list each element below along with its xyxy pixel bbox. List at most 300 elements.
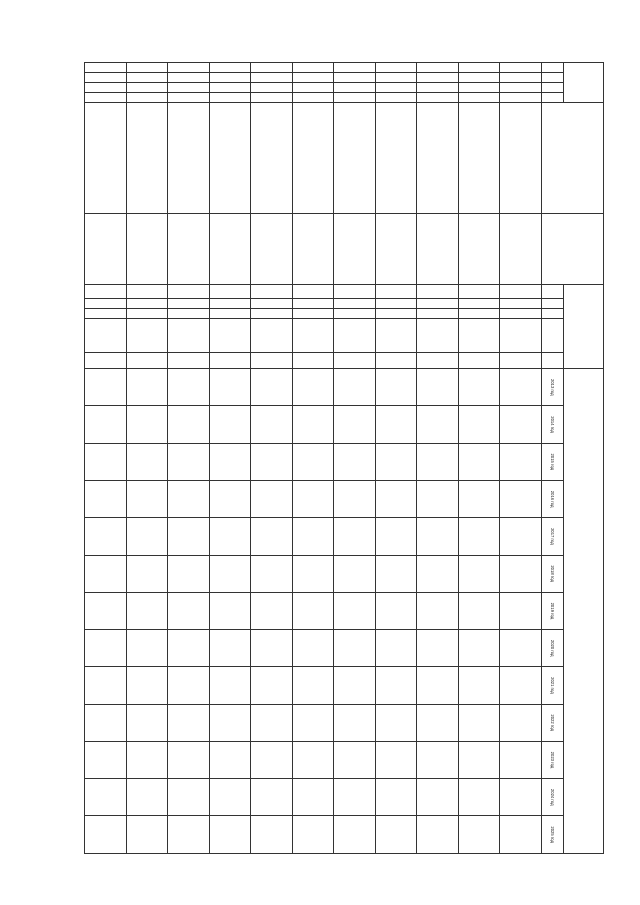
expense-value-cell (334, 406, 376, 443)
expense-value-cell (458, 555, 500, 592)
year-header: 2015 год (542, 443, 564, 480)
budget-code-cell (126, 298, 168, 308)
expense-value-cell (85, 406, 127, 443)
year-header: 2016 год (542, 480, 564, 517)
expense-value-cell (209, 369, 251, 406)
table-row (85, 63, 127, 854)
budget-code-cell (500, 353, 542, 369)
expense-value-cell (375, 480, 417, 517)
expense-value-cell (417, 592, 459, 629)
row-responsible-cell (251, 214, 293, 285)
expense-value-cell (375, 704, 417, 741)
expense-value-cell (500, 406, 542, 443)
expense-value-cell (251, 443, 293, 480)
expense-value-cell (126, 592, 168, 629)
expense-value-cell (375, 667, 417, 704)
expense-value-cell (251, 369, 293, 406)
program-code-cell (126, 83, 168, 93)
expense-value-cell (209, 443, 251, 480)
budget-code-cell (292, 298, 334, 308)
table-row (417, 63, 459, 854)
budget-code-cell (251, 353, 293, 369)
program-code-cell (417, 73, 459, 83)
row-name-cell (417, 103, 459, 214)
program-code-cell (126, 93, 168, 103)
expense-value-cell (251, 816, 293, 854)
program-code-cell (375, 83, 417, 93)
expense-value-cell (85, 518, 127, 555)
budget-code-cell (168, 284, 210, 298)
row-name-cell (334, 103, 376, 214)
expense-value-cell (417, 518, 459, 555)
expense-value-cell (209, 779, 251, 816)
expense-value-cell (417, 406, 459, 443)
budget-code-cell (251, 318, 293, 352)
expense-value-cell (209, 480, 251, 517)
program-code-cell (500, 73, 542, 83)
table-row (126, 63, 168, 854)
expense-value-cell (458, 480, 500, 517)
row-name-cell (458, 103, 500, 214)
budget-code-cell (334, 318, 376, 352)
expense-value-cell (251, 630, 293, 667)
expense-value-cell (292, 480, 334, 517)
expense-value-cell (375, 816, 417, 854)
expense-value-cell (458, 518, 500, 555)
budget-code-cell (334, 284, 376, 298)
row-responsible-cell (500, 214, 542, 285)
program-code-cell (458, 63, 500, 73)
expense-value-cell (458, 369, 500, 406)
program-code-cell (292, 73, 334, 83)
expense-value-cell (126, 630, 168, 667)
expense-value-cell (500, 630, 542, 667)
expense-value-cell (126, 369, 168, 406)
table-row (375, 63, 417, 854)
row-responsible-cell (168, 214, 210, 285)
budget-code-cell (126, 353, 168, 369)
expense-value-cell (168, 667, 210, 704)
program-code-cell (417, 93, 459, 103)
expense-value-cell (458, 630, 500, 667)
expense-value-cell (168, 518, 210, 555)
expense-value-cell (417, 630, 459, 667)
header-responsible (542, 214, 604, 285)
table-row (458, 63, 500, 854)
program-code-cell (85, 93, 127, 103)
expense-value-cell (168, 704, 210, 741)
program-code-cell (458, 83, 500, 93)
budget-code-cell (251, 298, 293, 308)
program-code-cell (417, 83, 459, 93)
program-code-cell (500, 93, 542, 103)
expense-value-cell (85, 816, 127, 854)
expense-value-cell (500, 555, 542, 592)
expense-value-cell (500, 741, 542, 778)
budget-code-cell (209, 308, 251, 318)
program-code-cell (500, 63, 542, 73)
program-code-cell (168, 83, 210, 93)
expense-value-cell (85, 630, 127, 667)
row-name-cell (500, 103, 542, 214)
row-name-cell (292, 103, 334, 214)
expense-value-cell (292, 555, 334, 592)
row-name-cell (168, 103, 210, 214)
budget-code-cell (126, 284, 168, 298)
expense-value-cell (168, 592, 210, 629)
table-row (334, 63, 376, 854)
budget-code-cell (458, 318, 500, 352)
budget-col-header (542, 298, 564, 308)
budget-code-cell (209, 318, 251, 352)
expense-value-cell (251, 704, 293, 741)
header-program-code (564, 63, 604, 103)
expense-value-cell (375, 741, 417, 778)
budget-code-cell (458, 284, 500, 298)
expense-value-cell (168, 406, 210, 443)
expense-value-cell (417, 779, 459, 816)
expense-value-cell (417, 443, 459, 480)
program-code-cell (375, 93, 417, 103)
budget-code-cell (292, 353, 334, 369)
expense-value-cell (292, 704, 334, 741)
expense-value-cell (417, 816, 459, 854)
row-responsible-cell (292, 214, 334, 285)
row-name-cell (251, 103, 293, 214)
budget-code-cell (209, 353, 251, 369)
expense-value-cell (126, 443, 168, 480)
expense-value-cell (500, 779, 542, 816)
expense-value-cell (209, 667, 251, 704)
expense-value-cell (209, 630, 251, 667)
row-responsible-cell (126, 214, 168, 285)
row-responsible-cell (458, 214, 500, 285)
program-code-cell (334, 73, 376, 83)
expense-value-cell (126, 480, 168, 517)
table-row (168, 63, 210, 854)
expense-value-cell (209, 555, 251, 592)
budget-code-cell (417, 318, 459, 352)
expense-value-cell (126, 704, 168, 741)
expense-value-cell (85, 667, 127, 704)
budget-code-cell (168, 308, 210, 318)
year-header: 2018 год (542, 555, 564, 592)
program-code-cell (292, 93, 334, 103)
expense-value-cell (500, 816, 542, 854)
expense-value-cell (334, 704, 376, 741)
budget-code-cell (85, 308, 127, 318)
budget-code-cell (458, 353, 500, 369)
expense-value-cell (334, 779, 376, 816)
budget-code-cell (417, 308, 459, 318)
budget-col-header (542, 284, 564, 298)
expense-value-cell (85, 592, 127, 629)
budget-code-cell (168, 353, 210, 369)
year-header: 2022 год (542, 704, 564, 741)
budget-code-cell (334, 308, 376, 318)
expense-value-cell (375, 592, 417, 629)
expense-value-cell (292, 667, 334, 704)
expense-value-cell (126, 406, 168, 443)
expense-value-cell (458, 816, 500, 854)
budget-code-cell (375, 353, 417, 369)
program-code-cell (375, 63, 417, 73)
budget-code-cell (126, 308, 168, 318)
budget-code-cell (334, 353, 376, 369)
code-col-header (542, 93, 564, 103)
expense-value-cell (292, 406, 334, 443)
budget-code-cell (500, 318, 542, 352)
budget-col-header (542, 353, 564, 369)
budget-code-cell (85, 298, 127, 308)
expense-value-cell (417, 369, 459, 406)
row-name-cell (375, 103, 417, 214)
row-responsible-cell (375, 214, 417, 285)
expense-value-cell (126, 741, 168, 778)
expense-value-cell (458, 667, 500, 704)
header-name (542, 103, 604, 214)
expense-value-cell (458, 779, 500, 816)
expense-value-cell (168, 369, 210, 406)
budget-code-cell (375, 308, 417, 318)
budget-code-cell (417, 353, 459, 369)
expense-value-cell (251, 779, 293, 816)
program-code-cell (126, 73, 168, 83)
row-name-cell (126, 103, 168, 214)
table-row (209, 63, 251, 854)
expense-value-cell (292, 816, 334, 854)
expense-value-cell (168, 555, 210, 592)
expense-value-cell (292, 741, 334, 778)
year-header: 2023 год (542, 741, 564, 778)
expense-value-cell (126, 518, 168, 555)
row-name-cell (85, 103, 127, 214)
code-col-header (542, 73, 564, 83)
budget-code-cell (500, 284, 542, 298)
budget-col-header (542, 308, 564, 318)
budget-code-cell (85, 353, 127, 369)
row-responsible-cell (334, 214, 376, 285)
expense-value-cell (251, 592, 293, 629)
expense-value-cell (375, 406, 417, 443)
budget-code-cell (375, 284, 417, 298)
table-row (251, 63, 293, 854)
program-code-cell (209, 93, 251, 103)
budget-code-cell (500, 308, 542, 318)
budget-code-cell (458, 308, 500, 318)
program-code-cell (251, 63, 293, 73)
expense-value-cell (85, 443, 127, 480)
expense-value-cell (292, 630, 334, 667)
budget-code-cell (417, 298, 459, 308)
program-code-cell (458, 73, 500, 83)
expense-value-cell (500, 518, 542, 555)
program-code-cell (126, 63, 168, 73)
expense-value-cell (168, 630, 210, 667)
expense-value-cell (251, 406, 293, 443)
program-code-cell (168, 63, 210, 73)
expense-value-cell (85, 741, 127, 778)
budget-code-cell (209, 284, 251, 298)
year-header: 2017 год (542, 518, 564, 555)
expense-value-cell (85, 779, 127, 816)
expense-value-cell (209, 704, 251, 741)
budget-code-cell (126, 318, 168, 352)
budget-code-cell (85, 284, 127, 298)
row-responsible-cell (417, 214, 459, 285)
expense-value-cell (334, 443, 376, 480)
expense-value-cell (417, 704, 459, 741)
program-code-cell (417, 63, 459, 73)
expense-value-cell (292, 592, 334, 629)
expense-value-cell (292, 369, 334, 406)
expense-value-cell (168, 741, 210, 778)
expense-value-cell (168, 816, 210, 854)
expense-value-cell (500, 369, 542, 406)
program-code-cell (251, 93, 293, 103)
expense-value-cell (251, 518, 293, 555)
table-row (292, 63, 334, 854)
program-code-cell (292, 63, 334, 73)
expense-value-cell (375, 630, 417, 667)
budget-table-frame (84, 62, 604, 854)
expense-value-cell (375, 369, 417, 406)
expense-value-cell (168, 443, 210, 480)
expense-value-cell (209, 816, 251, 854)
expense-value-cell (209, 741, 251, 778)
year-header: 2020 год (542, 630, 564, 667)
program-code-cell (168, 93, 210, 103)
expense-value-cell (168, 480, 210, 517)
expense-value-cell (126, 667, 168, 704)
budget-col-header (542, 318, 564, 352)
year-header: 2013 год (542, 369, 564, 406)
expense-value-cell (251, 667, 293, 704)
expense-value-cell (292, 518, 334, 555)
expense-value-cell (85, 704, 127, 741)
budget-code-cell (251, 308, 293, 318)
expense-value-cell (251, 741, 293, 778)
code-col-header (542, 83, 564, 93)
header-expenses (564, 369, 604, 854)
year-header: 2019 год (542, 592, 564, 629)
expense-value-cell (209, 406, 251, 443)
expense-value-cell (334, 630, 376, 667)
program-code-cell (209, 63, 251, 73)
budget-code-cell (168, 318, 210, 352)
budget-code-cell (209, 298, 251, 308)
expense-value-cell (334, 369, 376, 406)
expense-value-cell (334, 555, 376, 592)
table-header (542, 63, 604, 854)
budget-code-cell (334, 298, 376, 308)
budget-code-cell (292, 318, 334, 352)
program-code-cell (334, 93, 376, 103)
expense-value-cell (334, 518, 376, 555)
expense-value-cell (85, 480, 127, 517)
expense-value-cell (334, 667, 376, 704)
expense-value-cell (292, 779, 334, 816)
budget-code-cell (168, 298, 210, 308)
expense-value-cell (417, 741, 459, 778)
row-responsible-cell (85, 214, 127, 285)
expense-value-cell (209, 518, 251, 555)
program-code-cell (168, 73, 210, 83)
expense-value-cell (251, 555, 293, 592)
year-header: 2025 год (542, 816, 564, 854)
year-header: 2024 год (542, 779, 564, 816)
program-code-cell (209, 83, 251, 93)
program-code-cell (85, 73, 127, 83)
expense-value-cell (126, 816, 168, 854)
expense-value-cell (292, 443, 334, 480)
program-code-cell (209, 73, 251, 83)
expense-value-cell (458, 704, 500, 741)
expense-value-cell (458, 741, 500, 778)
expense-value-cell (375, 779, 417, 816)
program-code-cell (85, 63, 127, 73)
program-code-cell (251, 73, 293, 83)
budget-code-cell (85, 318, 127, 352)
expense-value-cell (375, 518, 417, 555)
expense-value-cell (458, 592, 500, 629)
program-code-cell (334, 83, 376, 93)
expense-value-cell (417, 555, 459, 592)
table-body (85, 63, 542, 854)
expense-value-cell (251, 480, 293, 517)
expense-value-cell (417, 480, 459, 517)
budget-code-cell (375, 298, 417, 308)
expense-value-cell (500, 667, 542, 704)
program-code-cell (334, 63, 376, 73)
expense-value-cell (375, 555, 417, 592)
budget-table (84, 62, 604, 854)
budget-code-cell (458, 298, 500, 308)
row-responsible-cell (209, 214, 251, 285)
row-name-cell (209, 103, 251, 214)
expense-value-cell (126, 555, 168, 592)
program-code-cell (500, 83, 542, 93)
code-col-header (542, 63, 564, 73)
expense-value-cell (500, 592, 542, 629)
expense-value-cell (209, 592, 251, 629)
program-code-cell (375, 73, 417, 83)
expense-value-cell (334, 592, 376, 629)
expense-value-cell (500, 443, 542, 480)
expense-value-cell (417, 667, 459, 704)
budget-code-cell (251, 284, 293, 298)
program-code-cell (85, 83, 127, 93)
expense-value-cell (126, 779, 168, 816)
header-budget-code (564, 284, 604, 369)
budget-code-cell (500, 298, 542, 308)
budget-code-cell (417, 284, 459, 298)
year-header: 2014 год (542, 406, 564, 443)
table-row (500, 63, 542, 854)
expense-value-cell (334, 741, 376, 778)
expense-value-cell (168, 779, 210, 816)
program-code-cell (292, 83, 334, 93)
budget-code-cell (292, 308, 334, 318)
expense-value-cell (458, 406, 500, 443)
budget-code-cell (375, 318, 417, 352)
expense-value-cell (500, 480, 542, 517)
expense-value-cell (375, 443, 417, 480)
expense-value-cell (85, 369, 127, 406)
program-code-cell (458, 93, 500, 103)
expense-value-cell (334, 480, 376, 517)
program-code-cell (251, 83, 293, 93)
